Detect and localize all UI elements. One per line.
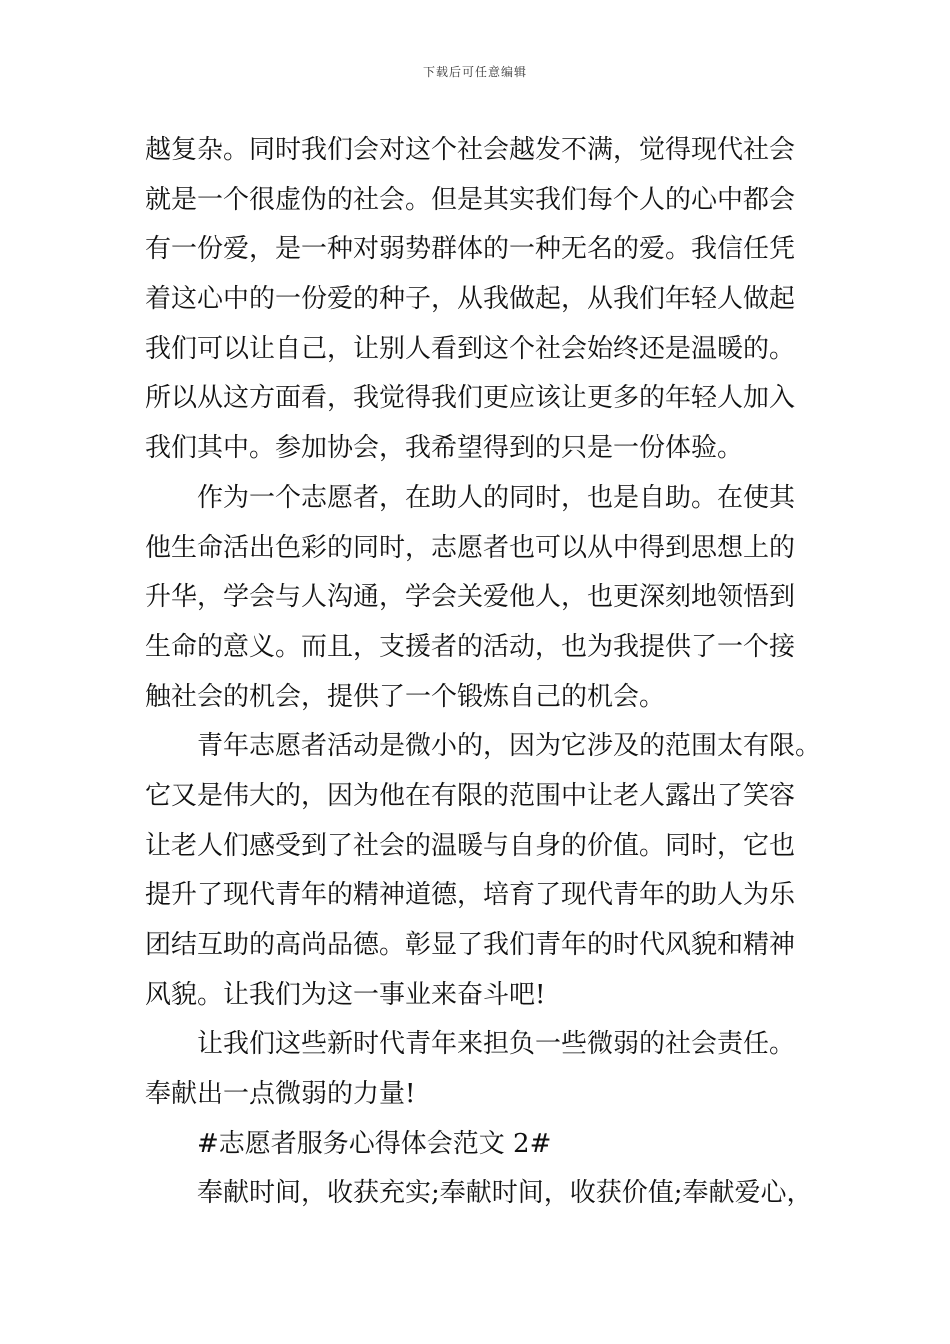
paragraph-start-line: 让我们这些新时代青年来担负一些微弱的社会责任。 xyxy=(197,1029,796,1060)
page-header-note: 下载后可任意编辑 xyxy=(422,65,527,79)
text-line: 所以从这方面看，我觉得我们更应该让更多的年轻人加入 xyxy=(145,383,796,414)
text-line: 让老人们感受到了社会的温暖与自身的价值。同时，它也 xyxy=(145,830,796,861)
section-heading: #志愿者服务心得体会范文 2# xyxy=(197,1128,552,1159)
text-line: 我们可以让自己，让别人看到这个社会始终还是温暖的。 xyxy=(145,333,796,364)
paragraph-start-line: 奉献时间，收获充实;奉献时间，收获价值;奉献爱心， xyxy=(197,1178,813,1209)
text-line: 触社会的机会，提供了一个锻炼自己的机会。 xyxy=(145,681,666,712)
paragraph-start-line: 青年志愿者活动是微小的，因为它涉及的范围太有限。 xyxy=(197,731,822,762)
document-body xyxy=(145,126,835,1219)
text-line: 就是一个很虚伪的社会。但是其实我们每个人的心中都会 xyxy=(145,184,796,215)
text-line: 升华，学会与人沟通，学会关爱他人，也更深刻地领悟到 xyxy=(145,582,796,613)
text-line: 团结互助的高尚品德。彰显了我们青年的时代风貌和精神 xyxy=(145,930,796,960)
text-line: 着这心中的一份爱的种子，从我做起，从我们年轻人做起 xyxy=(145,284,796,315)
text-line: 奉献出一点微弱的力量! xyxy=(145,1079,416,1110)
text-line: 有一份爱，是一种对弱势群体的一种无名的爱。我信任凭 xyxy=(145,234,796,265)
text-line: 越复杂。同时我们会对这个社会越发不满，觉得现代社会 xyxy=(145,135,796,165)
paragraph-start-line: 作为一个志愿者，在助人的同时，也是自助。在使其 xyxy=(197,482,796,513)
text-line: 他生命活出色彩的同时，志愿者也可以从中得到思想上的 xyxy=(145,532,796,563)
text-line: 它又是伟大的，因为他在有限的范围中让老人露出了笑容 xyxy=(145,780,796,811)
text-line: 风貌。让我们为这一事业来奋斗吧! xyxy=(145,979,546,1010)
text-line: 提升了现代青年的精神道德，培育了现代青年的助人为乐 xyxy=(145,880,796,911)
text-line: 生命的意义。而且，支援者的活动，也为我提供了一个接 xyxy=(145,631,796,662)
text-line: 我们其中。参加协会，我希望得到的只是一份体验。 xyxy=(145,433,744,464)
